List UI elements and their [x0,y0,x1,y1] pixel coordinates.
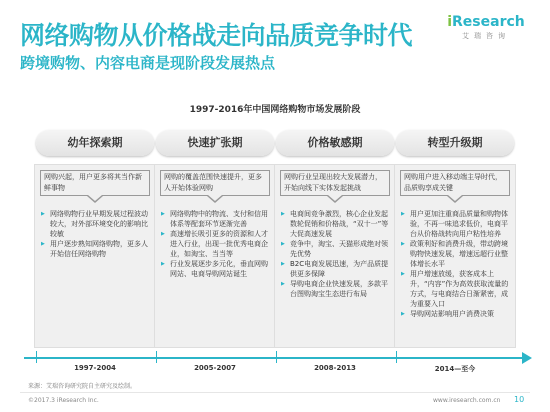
phase-1-intro: 网购兴起，用户更多将其当作新鲜事物 [40,170,150,196]
bullet-item: ▶ 高速增长吸引更多的资源和人才进入行业，出现一批优秀电商企业，如淘宝、当当等 [161,229,273,259]
timeline-tick [156,351,157,363]
phase-2-bullets [161,209,273,279]
bullet-item: ▶ 行业发展逐步多元化，垂直网购网站、电商导购网站诞生 [161,259,273,279]
phase-2-intro: 网购的覆盖范围快速提升，更多人开始体验网购 [160,170,270,196]
timeline-tick [36,351,37,363]
bullet-item: ▶ 用户增速放缓，获客成本上升，“内容”作为高效获取流量的方式，与电商结合日渐紧密，成为重要入口 [401,269,513,309]
phase-4-card [394,164,516,348]
bullet-item: ▶ 竞争中，淘宝、天猫形成绝对领先优势 [281,239,393,259]
logo-wordmark: iResearch [447,14,525,30]
bullet-item: ▶ 网络购物行业早期发展过程波动较大，对外部环境变化的影响比较敏 [41,209,153,239]
slide-subtitle: 跨境购物、内容电商是现阶段发展热点 [20,54,276,72]
phase-1-bullets [41,209,153,259]
callout-notch-fill [88,195,102,201]
callout-notch-fill [448,195,462,201]
timeline-axis [24,357,524,359]
bullet-item: ▶ B2C电商发展迅速，为产品质提供更多保障 [281,259,393,279]
bullet-item: ▶ 用户逐步熟知网络购物，更多人开始信任网络购物 [41,239,153,259]
phase-2-card [154,164,276,348]
phase-3-period: 2008-2013 [314,364,356,372]
source-note: 来源：艾瑞咨询研究院自主研究及绘制。 [28,383,137,390]
phase-2-heading: 快速扩张期 [156,130,274,156]
phase-3-intro: 网购行业呈现出较大发展潜力，开始向线下实体发起挑战 [280,170,390,196]
phase-2-period: 2005-2007 [194,364,236,372]
timeline-arrow-icon [522,352,532,364]
chart-title: 1997-2016年中国网络购物市场发展阶段 [189,105,361,115]
slide-title: 网络购物从价格战走向品质竞争时代 [20,21,413,50]
phase-3-card [274,164,396,348]
logo-tagline: 艾瑞咨询 [462,32,510,40]
phase-4-heading: 转型升级期 [396,130,514,156]
bullet-item: ▶ 用户更加注重商品质量和购物体验，不再一味追求低价，电商平台从价格战转向用户粘性培养 [401,209,513,239]
phase-4-intro: 网购用户进入移动端主导时代，品质购享成关键 [400,170,510,196]
copyright-text: ©2017.3 iResearch Inc. [28,397,99,404]
phase-1-card [34,164,156,348]
timeline-tick [396,351,397,363]
bullet-item: ▶ 政策利好和消费升级，带动跨境购物快速发展，增速远超行业整体增长水平 [401,239,513,269]
phase-1-period: 1997-2004 [74,364,116,372]
phase-3-heading: 价格敏感期 [276,130,394,156]
iresearch-logo [446,14,526,41]
callout-notch-fill [208,195,222,201]
bullet-item: ▶ 电商间竞争激烈，核心企业发起数轮促销和价格战，“双十一”等大促高速发展 [281,209,393,239]
phase-3-bullets [281,209,393,299]
phase-4-period: 2014—至今 [434,365,476,373]
website-link[interactable]: www.iresearch.com.cn [433,397,501,404]
page-number: 10 [514,395,525,404]
bullet-item: ▶ 网络购物中的物流、支付和信用体系等配套环节逐渐完善 [161,209,273,229]
phase-4-bullets [401,209,513,319]
timeline-tick [276,351,277,363]
callout-notch-fill [328,195,342,201]
bullet-item: ▶ 导购网站影响用户消费决策 [401,309,513,319]
footer-divider [20,392,530,393]
bullet-item: ▶ 导购电商企业快速发展，多款平台图购淘宝生态进行布局 [281,279,393,299]
phase-1-heading: 幼年探索期 [36,130,154,156]
